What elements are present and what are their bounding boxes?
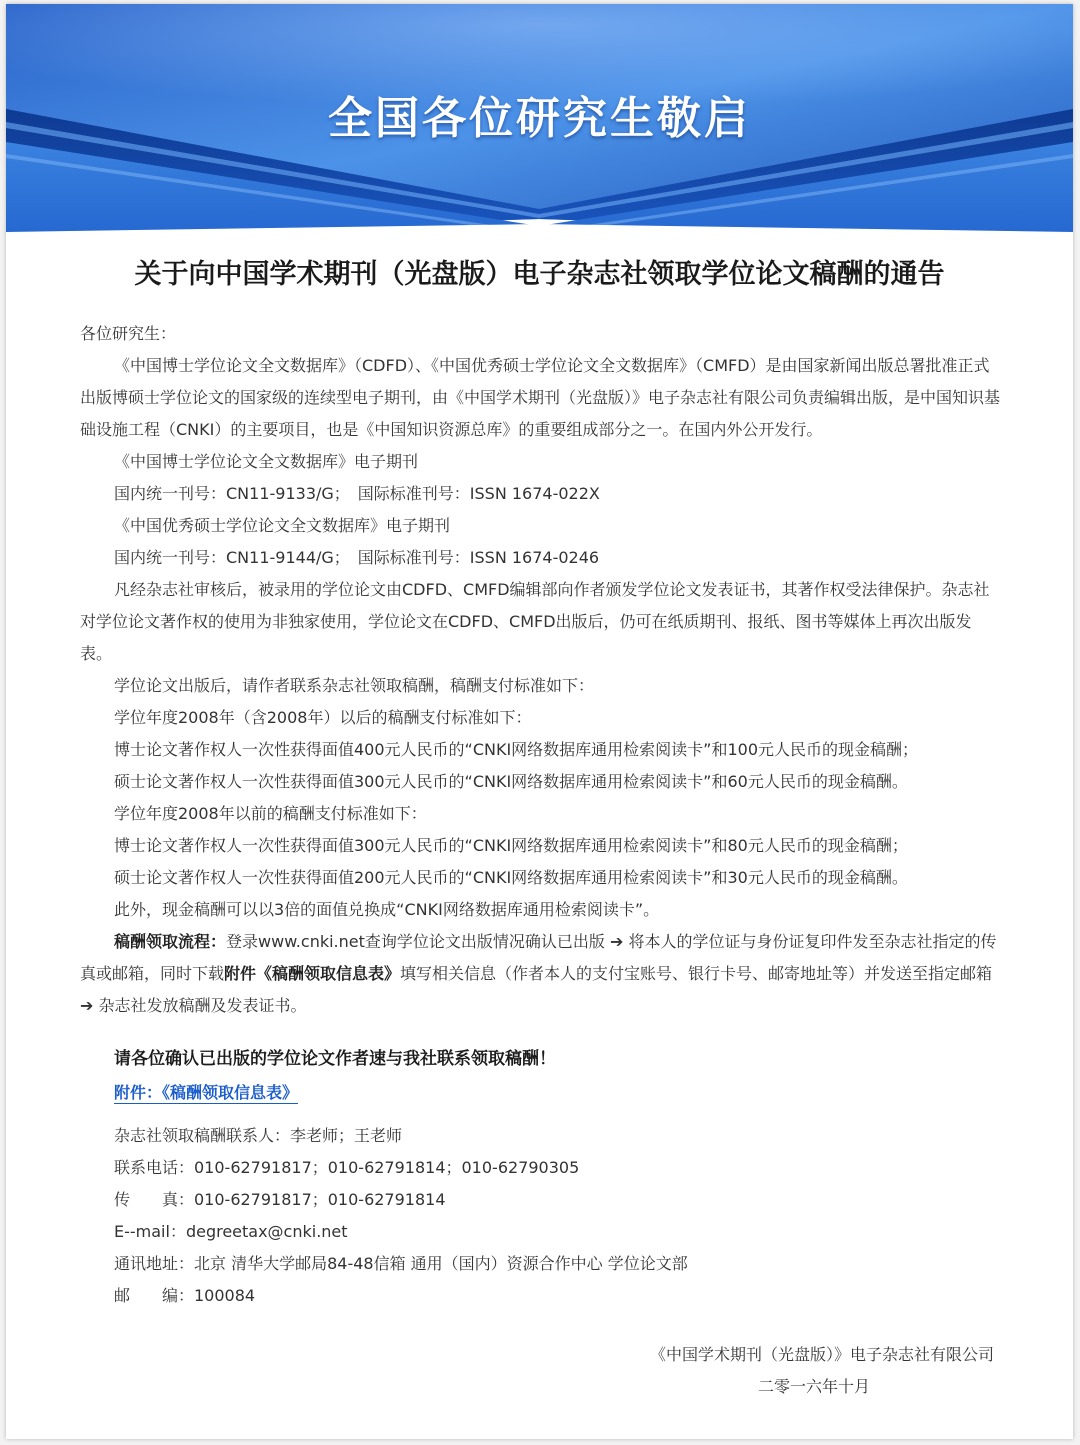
payment-after-2008-phd: 博士论文著作权人一次性获得面值400元人民币的“CNKI网络数据库通用检索阅读卡”和100元人民币的现金稿酬；	[114, 740, 919, 759]
contact-address: 通讯地址：北京 清华大学邮局84-48信箱 通用（国内）资源合作中心 学位论文部	[114, 1254, 688, 1273]
process-part1: 登录www.cnki.net查询学位论文出版情况确认已出版 ➔ 将本人的学位证与身份证复印件发至杂志社指定的传真或邮箱，同时下载	[80, 932, 997, 983]
contact-postcode: 邮 编：100084	[114, 1286, 256, 1305]
process-label: 稿酬领取流程：	[114, 932, 227, 951]
payment-before-2008-phd: 博士论文著作权人一次性获得面值300元人民币的“CNKI网络数据库通用检索阅读卡”和80元人民币的现金稿酬；	[114, 836, 908, 855]
document-title: 关于向中国学术期刊（光盘版）电子杂志社领取学位论文稿酬的通告	[134, 259, 945, 290]
signature-org: 《中国学术期刊（光盘版）》电子杂志社有限公司	[649, 1345, 994, 1364]
payment-after-2008-title: 学位年度2008年（含2008年）以后的稿酬支付标准如下：	[114, 708, 532, 727]
payment-before-2008-title: 学位年度2008年以前的稿酬支付标准如下：	[114, 804, 427, 823]
notice-page	[6, 4, 1073, 1439]
payment-exchange: 此外，现金稿酬可以以3倍的面值兑换成“CNKI网络数据库通用检索阅读卡”。	[114, 900, 660, 919]
signature-block	[80, 1339, 994, 1403]
header-banner	[6, 4, 1073, 244]
signature-date: 二零一六年十月	[757, 1377, 870, 1396]
journal-1-name: 《中国博士学位论文全文数据库》电子期刊	[114, 452, 419, 471]
payment-after-2008-master: 硕士论文著作权人一次性获得面值300元人民币的“CNKI网络数据库通用检索阅读卡”和60元人民币的现金稿酬。	[114, 772, 908, 791]
process-part2: 填写相关信息（作者本人的支付宝账号、银行卡号、邮寄地址等）并发送至指定邮箱 ➔ 杂志社发放稿酬及发表证书。	[80, 964, 993, 1015]
attachment-link[interactable]: 附件：《稿酬领取信息表》	[114, 1083, 299, 1102]
intro-paragraph: 《中国博士学位论文全文数据库》（CDFD）、《中国优秀硕士学位论文全文数据库》（CMFD）是由国家新闻出版总署批准正式出版博硕士学位论文的国家级的连续型电子期刊，由《中国学术期刊（光盘版）》电子杂志社有限公司负责编辑出版，是中国知识基础设施工程（CNKI）的主要项目，也是《中国知识资源总库》的重要组成部分之一。在国内外公开发行。	[80, 356, 1001, 439]
contact-person: 杂志社领取稿酬联系人：李老师；王老师	[114, 1126, 403, 1145]
process-attachment-name: 附件《稿酬领取信息表》	[224, 964, 401, 983]
contact-fax: 传 真：010-62791817；010-62791814	[114, 1190, 446, 1209]
contact-phone: 联系电话：010-62791817；010-62791814；010-62790305	[114, 1158, 580, 1177]
copyright-paragraph: 凡经杂志社审核后，被录用的学位论文由CDFD、CMFD编辑部向作者颁发学位论文发表证书，其著作权受法律保护。杂志社对学位论文著作权的使用为非独家使用，学位论文在CDFD、CMFD出版后，仍可在纸质期刊、报纸、图书等媒体上再次出版发表。	[80, 580, 990, 663]
document-body	[80, 318, 1000, 1312]
notice-heading: 请各位确认已出版的学位论文作者速与我社联系领取稿酬！	[114, 1049, 556, 1069]
process-paragraph	[80, 926, 1000, 1022]
journal-1-numbers: 国内统一刊号：CN11-9133/G； 国际标准刊号：ISSN 1674-022X	[114, 484, 600, 503]
payment-intro: 学位论文出版后，请作者联系杂志社领取稿酬，稿酬支付标准如下：	[114, 676, 595, 695]
journal-2-numbers: 国内统一刊号：CN11-9144/G； 国际标准刊号：ISSN 1674-0246	[114, 548, 600, 567]
journal-2-name: 《中国优秀硕士学位论文全文数据库》电子期刊	[114, 516, 451, 535]
payment-before-2008-master: 硕士论文著作权人一次性获得面值200元人民币的“CNKI网络数据库通用检索阅读卡”和30元人民币的现金稿酬。	[114, 868, 908, 887]
attachment-line	[80, 1076, 1000, 1110]
contact-email: E--mail：degreetax@cnki.net	[114, 1222, 348, 1241]
salutation: 各位研究生：	[80, 324, 177, 343]
banner-title: 全国各位研究生敬启	[328, 93, 751, 144]
